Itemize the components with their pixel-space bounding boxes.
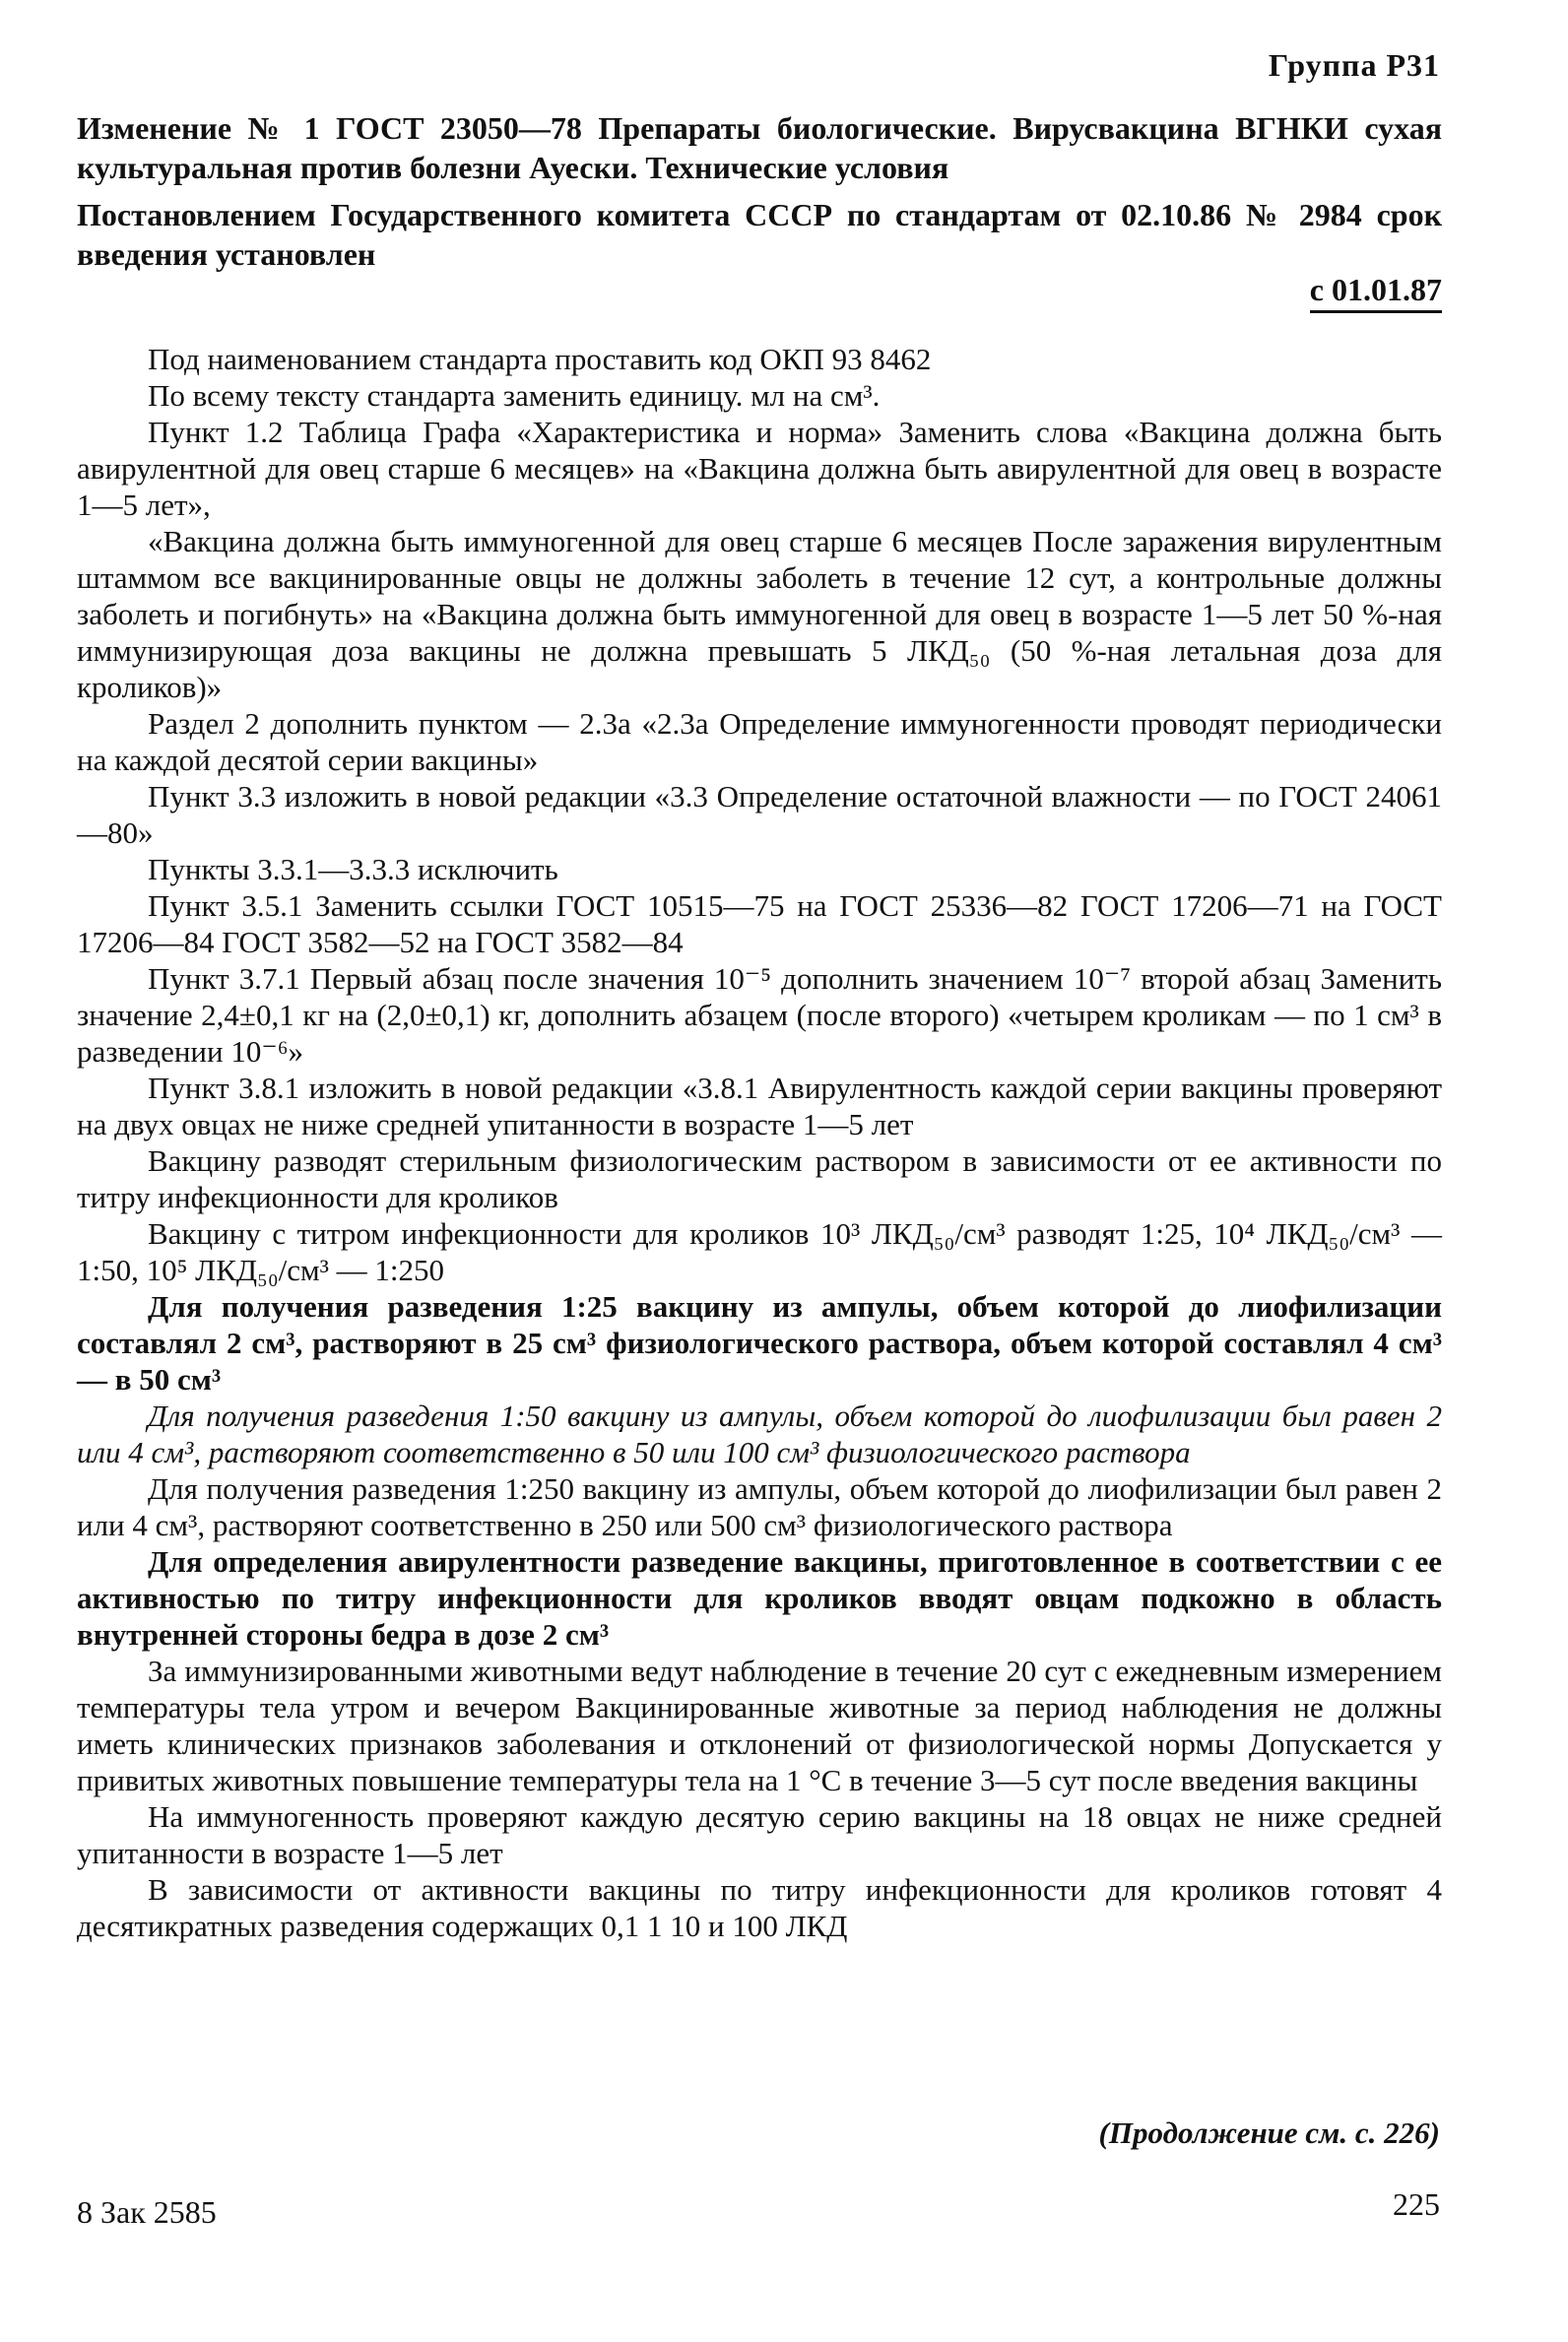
paragraph: Вакцину разводят стерильным физиологическим раствором в зависимости от ее активности по титру инфекционности для кроликов bbox=[77, 1143, 1442, 1214]
paragraph: Под наименованием стандарта проставить код ОКП 93 8462 bbox=[148, 342, 932, 376]
document-body bbox=[77, 341, 1442, 1944]
paragraph: По всему тексту стандарта заменить единицу. мл на см³. bbox=[148, 378, 881, 413]
group-code: Группа Р31 bbox=[1268, 47, 1440, 83]
paragraph: Пункт 3.7.1 Первый абзац после значения 10⁻⁵ дополнить значением 10⁻⁷ второй абзац Заменить значение 2,4±0,1 кг на (2,0±0,1) кг, дополнить абзацем (после второго) «четырем кроликам — по 1 см³ в разведении 10⁻⁶» bbox=[77, 961, 1442, 1069]
paragraph: Пункт 3.8.1 изложить в новой редакции «3.8.1 Авирулентность каждой серии вакцины проверяют на двух овцах не ниже средней упитанности в возрасте 1—5 лет bbox=[77, 1071, 1442, 1141]
paragraph: Раздел 2 дополнить пунктом — 2.3а «2.3а Определение иммуногенности проводят периодически на каждой десятой серии вакцины» bbox=[77, 706, 1442, 777]
paragraph: Для получения разведения 1:25 вакцину из ампулы, объем которой до лиофилизации составлял 2 см³, растворяют в 25 см³ физиологического раствора, объем которой составлял 4 см³ — в 50 см³ bbox=[77, 1289, 1442, 1397]
continuation-note: (Продолжение см. с. 226) bbox=[1098, 2115, 1440, 2150]
paragraph: Для получения разведения 1:250 вакцину из ампулы, объем которой до лиофилизации был равен 2 или 4 см³, растворяют соответственно в 250 или 500 см³ физиологического раствора bbox=[77, 1471, 1442, 1542]
order-number: 8 Зак 2585 bbox=[77, 2194, 217, 2230]
paragraph: За иммунизированными животными ведут наблюдение в течение 20 сут с ежедневным измерением температуры тела утром и вечером Вакцинированные животные за период наблюдения не должны иметь клинических признаков заболевания и отклонений от физиологической нормы Допускается у привитых животных повышение температуры тела на 1 °С в течение 3—5 сут после введения вакцины bbox=[77, 1654, 1442, 1797]
paragraph: Для получения разведения 1:50 вакцину из ампулы, объем которой до лиофилизации был равен 2 или 4 см³, растворяют соответственно в 50 или 100 см³ физиологического раствора bbox=[77, 1399, 1442, 1469]
decree-text: Постановлением Государственного комитета СССР по стандартам от 02.10.86 № 2984 срок введения установлен bbox=[77, 197, 1442, 272]
document-title: Изменение № 1 ГОСТ 23050—78 Препараты биологические. Вирусвакцина ВГНКИ сухая культуральная против болезни Ауески. Технические условия bbox=[77, 110, 1442, 185]
paragraph: «Вакцина должна быть иммуногенной для овец старше 6 месяцев После заражения вирулентным штаммом все вакцинированные овцы не должны заболеть в течение 12 сут, а контрольные должны заболеть и погибнуть» на «Вакцина должна быть иммуногенной для овец в возрасте 1—5 лет 50 %-ная иммунизирующая доза вакцины не должна превышать 5 ЛКД₅₀ (50 %-ная летальная доза для кроликов)» bbox=[77, 524, 1442, 704]
paragraph: Для определения авирулентности разведение вакцины, приготовленное в соответствии с ее активностью по титру инфекционности для кроликов вводят овцам подкожно в область внутренней стороны бедра в дозе 2 см³ bbox=[77, 1544, 1442, 1652]
paragraph: Пункты 3.3.1—3.3.3 исключить bbox=[148, 852, 558, 886]
page-number: 225 bbox=[1393, 2186, 1440, 2222]
paragraph: Пункт 3.3 изложить в новой редакции «3.3 Определение остаточной влажности — по ГОСТ 24061—80» bbox=[77, 779, 1442, 850]
paragraph: Пункт 1.2 Таблица Графа «Характеристика и норма» Заменить слова «Вакцина должна быть авирулентной для овец старше 6 месяцев» на «Вакцина должна быть авирулентной для овец в возрасте 1—5 лет», bbox=[77, 415, 1442, 522]
effective-date: с 01.01.87 bbox=[1310, 272, 1442, 313]
paragraph: В зависимости от активности вакцины по титру инфекционности для кроликов готовят 4 десятикратных разведения содержащих 0,1 1 10 и 100 ЛКД bbox=[77, 1872, 1442, 1943]
paragraph: Пункт 3.5.1 Заменить ссылки ГОСТ 10515—75 на ГОСТ 25336—82 ГОСТ 17206—71 на ГОСТ 17206—84 ГОСТ 3582—52 на ГОСТ 3582—84 bbox=[77, 888, 1442, 959]
paragraph: На иммуногенность проверяют каждую десятую серию вакцины на 18 овцах не ниже средней упитанности в возрасте 1—5 лет bbox=[77, 1799, 1442, 1870]
paragraph: Вакцину с титром инфекционности для кроликов 10³ ЛКД₅₀/см³ разводят 1:25, 10⁴ ЛКД₅₀/см³ — 1:50, 10⁵ ЛКД₅₀/см³ — 1:250 bbox=[77, 1216, 1442, 1287]
